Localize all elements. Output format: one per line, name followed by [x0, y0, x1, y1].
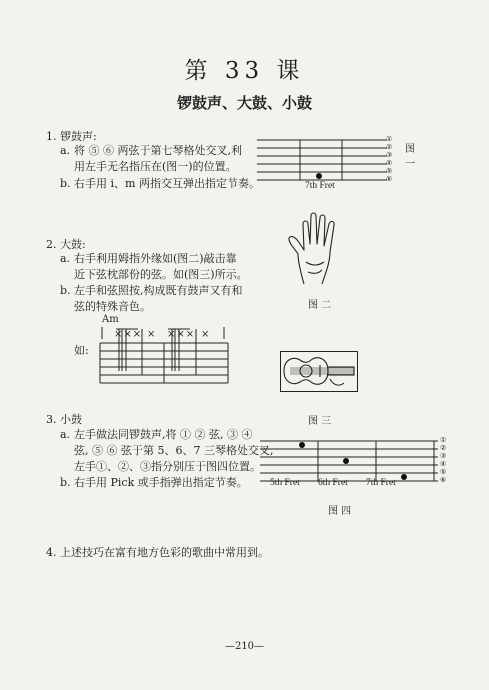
section-1-item-b-marker: b. [60, 177, 71, 190]
section-2-item-a-marker: a. [60, 252, 71, 265]
rhythm-note-4: × [201, 329, 210, 340]
section-1-heading: 1. 锣鼓声: [46, 130, 97, 143]
fig4-string-4: ④ [440, 460, 447, 468]
figure-4-caption: 图 四 [328, 506, 352, 517]
section-3-item-a-line-1: 左手做法同锣鼓声,将 ① ② 弦, ③ ④ [74, 428, 253, 441]
fig4-string-6: ⑥ [440, 476, 447, 484]
figure-1-caption: 图一 [405, 144, 415, 170]
figure-1-fret-label: 7th Fret [305, 181, 335, 191]
page-number: —210— [224, 641, 265, 652]
fig1-string-2: ② [386, 143, 393, 151]
fig4-string-2: ② [440, 444, 447, 452]
figure-3-caption: 图 三 [308, 416, 332, 427]
section-2-item-a-line-1: 右手利用姆指外缘如(图二)敲击靠 [74, 252, 237, 265]
fig1-string-6: ⑥ [386, 175, 393, 183]
figure-3-guitar [280, 351, 360, 393]
finger-dot-3 [401, 474, 407, 480]
finger-dot-2 [343, 458, 349, 464]
section-3-item-a-marker: a. [60, 428, 71, 441]
lesson-title: 第 33 课 [184, 58, 305, 84]
fig1-string-3: ③ [386, 151, 393, 159]
section-3-heading: 3. 小鼓 [46, 413, 82, 426]
figure-2-caption: 图 二 [308, 300, 332, 311]
finger-dot [316, 173, 322, 179]
section-1-item-a-marker: a. [60, 144, 71, 157]
section-1-item-a-line-2: 用左手无名指压在(图一)的位置。 [74, 160, 237, 173]
section-3-item-b-marker: b. [60, 476, 71, 489]
fig4-string-5: ⑤ [440, 468, 447, 476]
figure-4-fret-label-5: 5th Fret [270, 478, 300, 488]
section-2-item-b-line-1: 左手和弦照按,构成既有鼓声又有和 [74, 284, 243, 297]
fig1-string-4: ④ [386, 159, 393, 167]
figure-4-fret-label-7: 7th Fret [366, 478, 396, 488]
section-3-item-b-line-1: 右手用 Pick 或手指弹出指定节奏。 [74, 476, 248, 489]
lesson-subtitle: 锣鼓声、大鼓、小鼓 [176, 94, 312, 112]
section-3-item-a-line-3: 左手①、②、③指分别压于图四位置。 [74, 460, 261, 473]
figure-2-hand [286, 210, 356, 290]
section-3-item-a-line-2: 弦, ⑤ ⑥ 弦于第 5、6、7 三琴格处交叉, [74, 444, 274, 457]
rhythm-note-2: × [147, 329, 156, 340]
fig4-string-1: ① [440, 436, 447, 444]
chord-name: Am [102, 314, 119, 325]
section-2-heading: 2. 大鼓: [46, 238, 86, 251]
section-1-item-a-line-1: 将 ⑤ ⑥ 两弦于第七琴格处交叉,利 [74, 144, 242, 157]
example-label: 如: [74, 344, 89, 357]
finger-dot-1 [299, 442, 305, 448]
section-2-item-b-line-2: 弦的特殊音色。 [74, 300, 151, 313]
section-2-item-b-marker: b. [60, 284, 71, 297]
section-4-heading: 4. 上述技巧在富有地方色彩的歌曲中常用到。 [46, 546, 269, 559]
section-1-item-b-line-1: 右手用 i、m 两指交互弹出指定节奏。 [74, 177, 260, 190]
chord-staff [100, 341, 232, 391]
figure-4-fret-label-6: 6th Fret [318, 478, 348, 488]
fig4-string-3: ③ [440, 452, 447, 460]
fig1-string-1: ① [386, 135, 393, 143]
section-2-item-a-line-2: 近下弦枕部份的弦。如(图三)所示。 [74, 268, 248, 281]
rhythm-group-1: ××× [114, 329, 143, 340]
fig1-string-5: ⑤ [386, 167, 393, 175]
rhythm-group-3: ××× [167, 329, 196, 340]
